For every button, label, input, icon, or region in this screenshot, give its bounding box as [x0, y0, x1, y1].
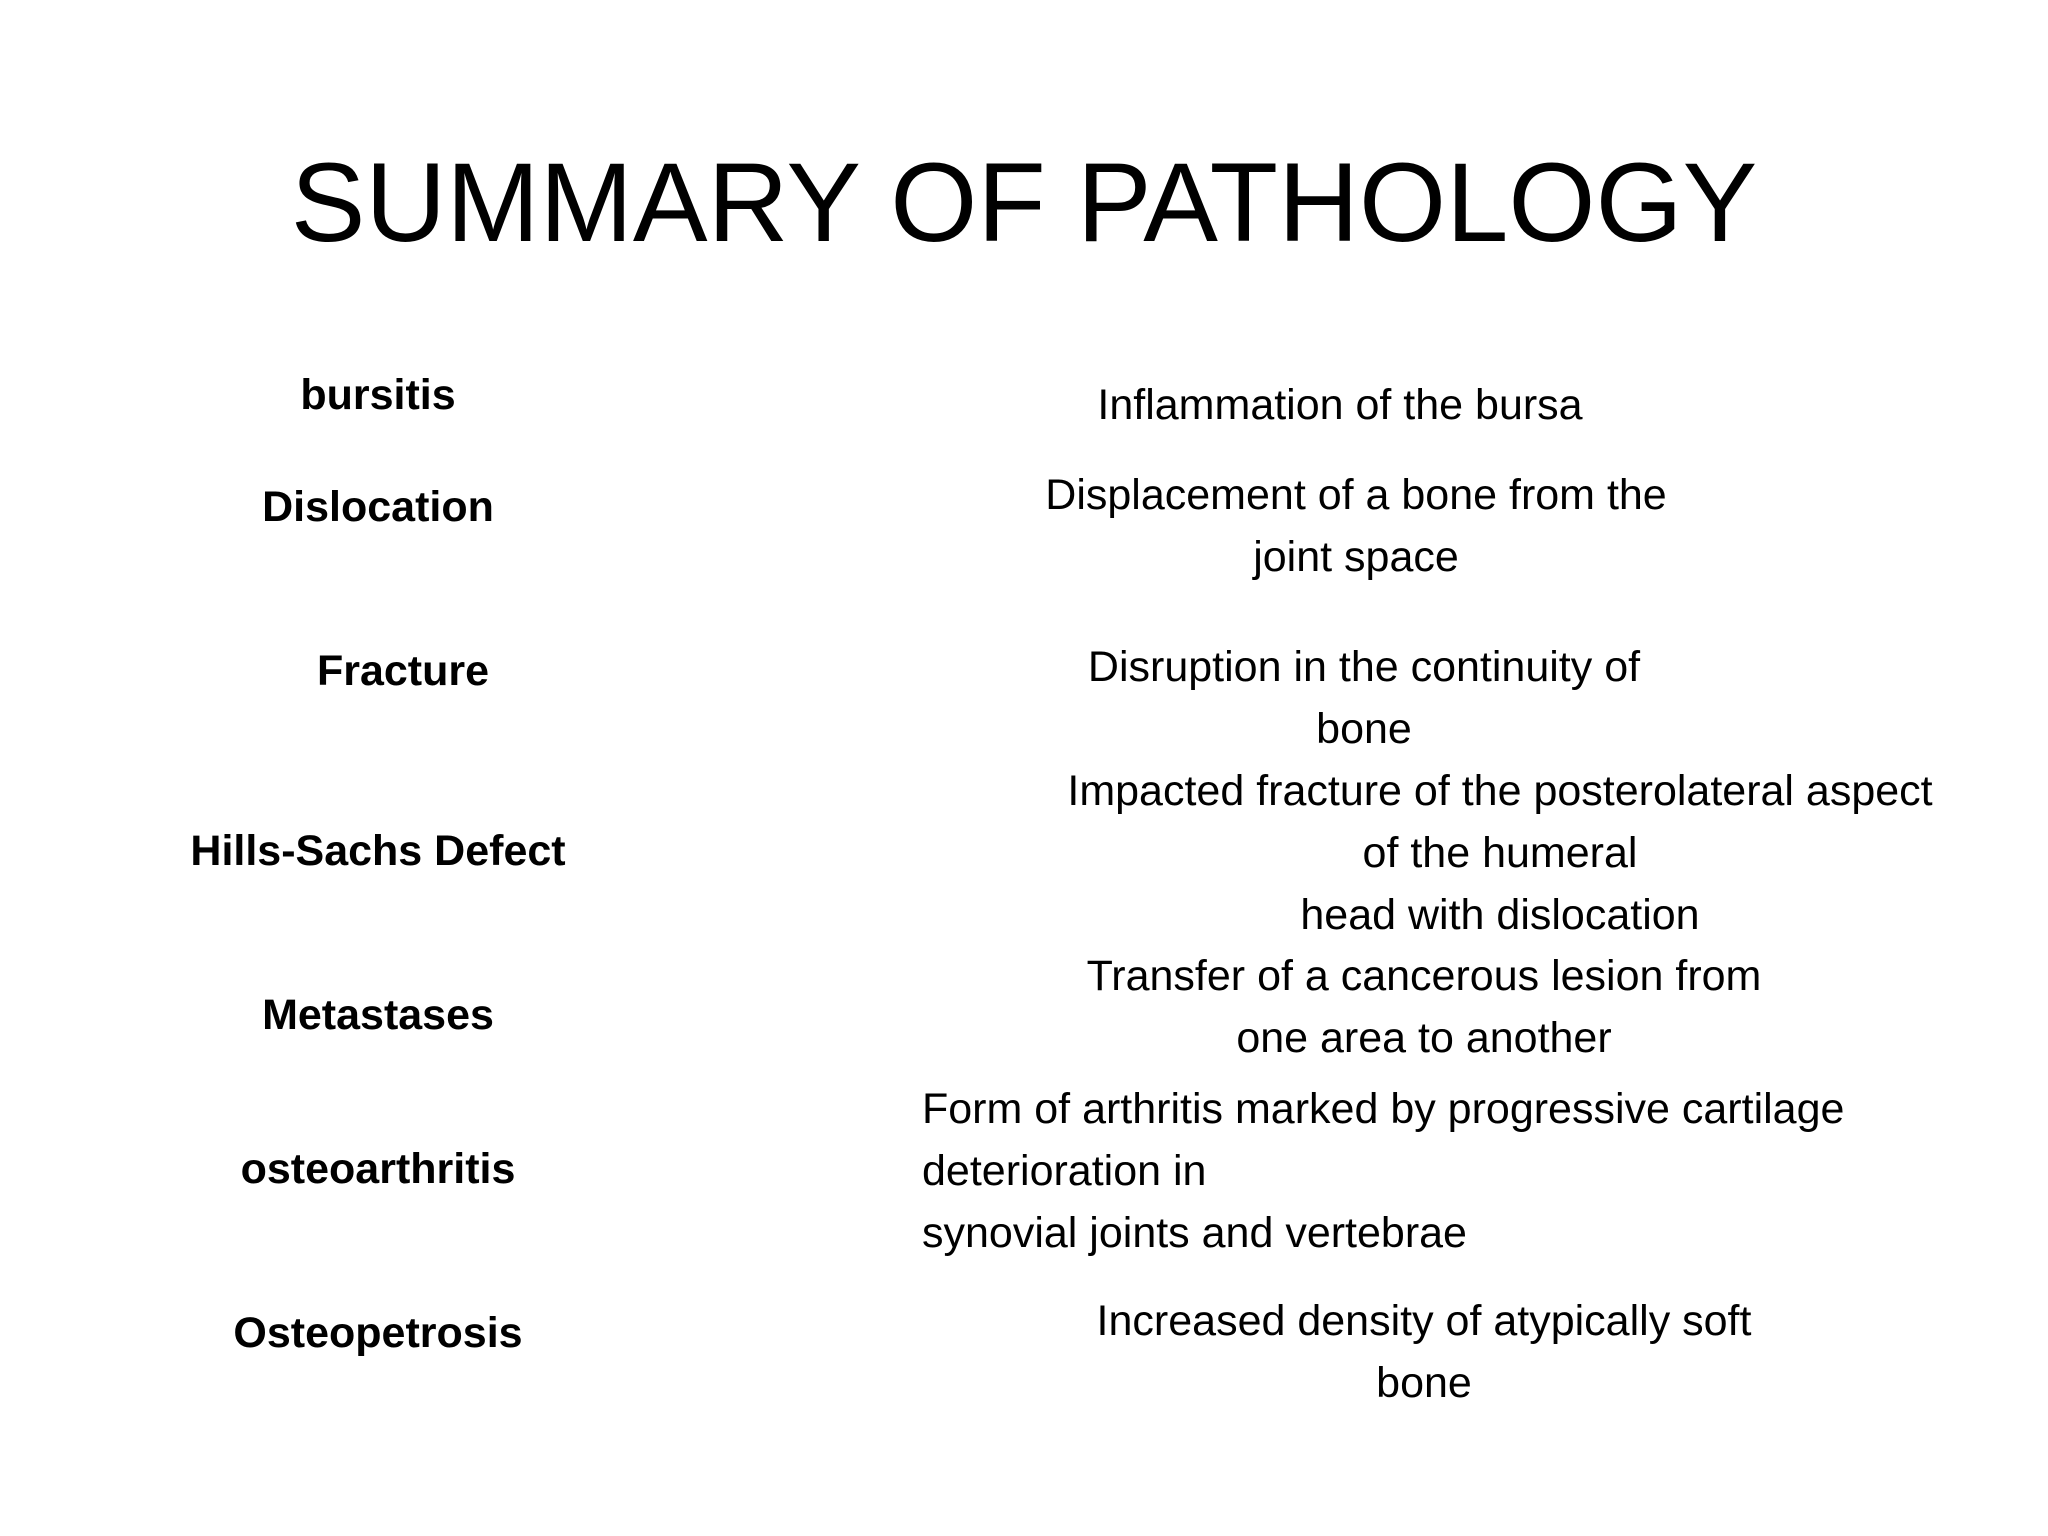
definition-line: synovial joints and vertebrae [922, 1209, 1467, 1257]
definition-dislocation [1045, 464, 1666, 588]
definition-line: Displacement of a bone from the [1045, 471, 1667, 519]
definition-line: Transfer of a cancerous lesion from [1086, 952, 1762, 1000]
definition-osteoarthritis [922, 1078, 1844, 1264]
definition-osteopetrosis [1097, 1290, 1752, 1414]
definition-line: Disruption in the continuity of [1087, 643, 1641, 691]
definition-fracture [1088, 636, 1640, 760]
definition-line: head with dislocation [1300, 891, 1700, 939]
term-dislocation: Dislocation [262, 483, 494, 531]
term-fracture: Fracture [316, 647, 490, 695]
definition-bursitis [1097, 374, 1582, 436]
definition-metastases [1087, 945, 1762, 1069]
definition-line: bone [1316, 705, 1412, 753]
definition-line: Increased density of atypically soft [1096, 1297, 1752, 1345]
definition-line: of the humeral [1362, 829, 1638, 877]
term-hills-sachs-defect: Hills-Sachs Defect [190, 827, 566, 875]
term-bursitis: bursitis [300, 371, 456, 419]
term-osteoarthritis: osteoarthritis [240, 1145, 516, 1193]
definition-line: Impacted fracture of the posterolateral aspect [1067, 767, 1933, 815]
term-osteopetrosis: Osteopetrosis [233, 1309, 523, 1357]
definition-line: deterioration in [922, 1147, 1207, 1195]
definition-line: joint space [1253, 533, 1459, 581]
definition-line: one area to another [1236, 1014, 1612, 1062]
definition-hills-sachs-defect [1067, 760, 1932, 946]
definition-line: bone [1376, 1359, 1472, 1407]
definition-line: Form of arthritis marked by progressive cartilage [922, 1085, 1845, 1133]
slide-title: SUMMARY OF PATHOLOGY [290, 140, 1758, 265]
term-metastases: Metastases [262, 991, 494, 1039]
definition-line: Inflammation of the bursa [1097, 381, 1583, 429]
